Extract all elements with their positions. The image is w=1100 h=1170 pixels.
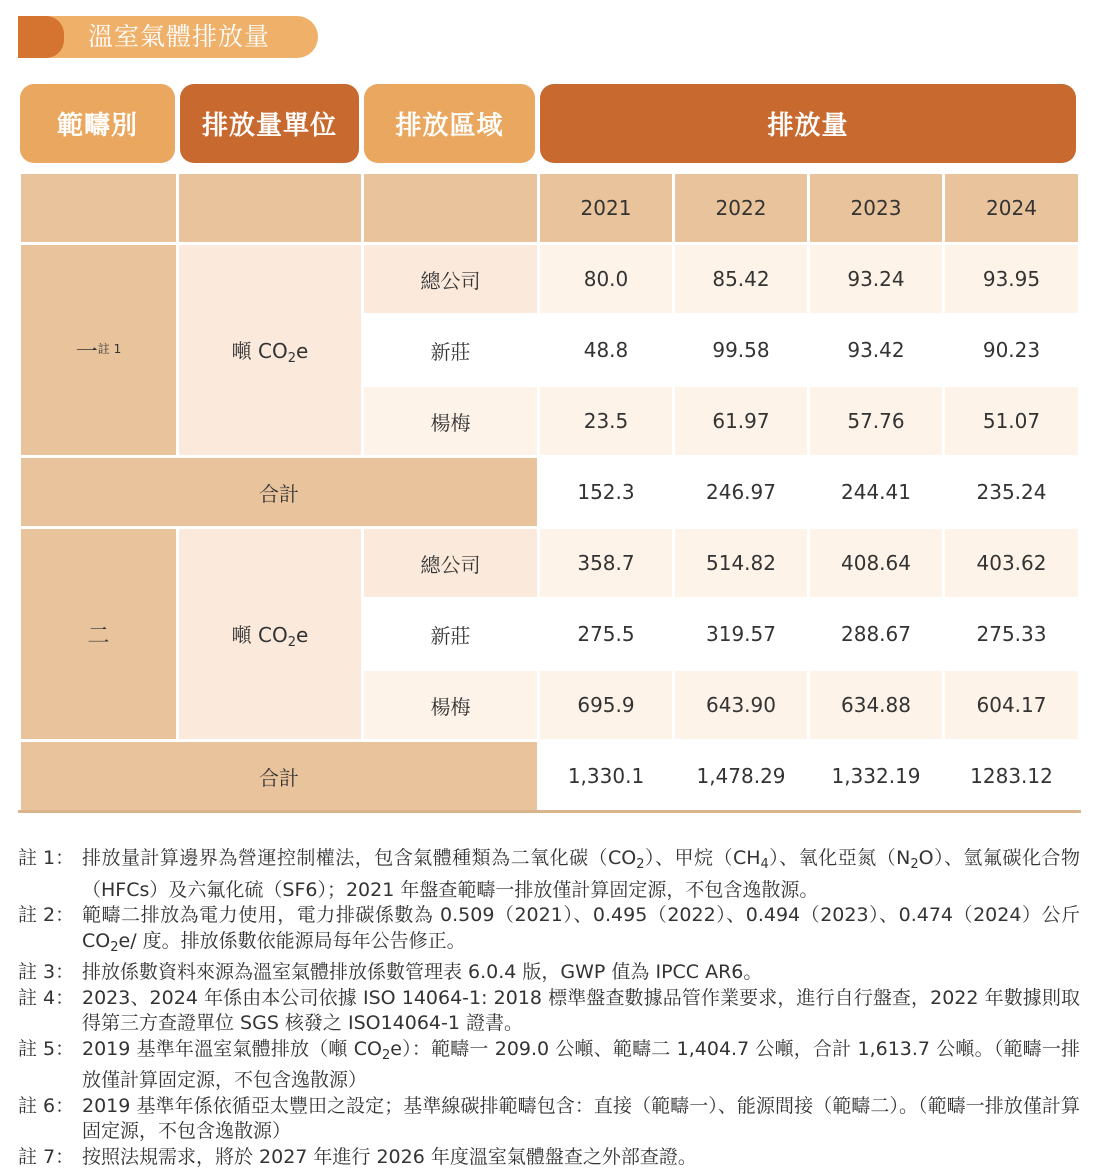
value-cell: 604.17 <box>944 670 1080 741</box>
unit-prefix: 噸 CO <box>232 339 288 363</box>
footnote-label: 註 1： <box>18 846 82 903</box>
scope1-unit <box>178 244 363 457</box>
total-value: 152.3 <box>539 457 674 528</box>
value-cell: 319.57 <box>674 599 809 670</box>
total-row <box>20 457 1080 528</box>
footnote-part: e/ 度。排放係數依能源局每年公告修正。 <box>119 930 466 952</box>
total-value: 1283.12 <box>944 741 1080 812</box>
footnote-text <box>82 903 1080 960</box>
emissions-table <box>18 171 1081 813</box>
unit-sub: 2 <box>288 635 296 650</box>
header-scope: 範疇別 <box>20 84 175 163</box>
value-cell: 275.5 <box>539 599 674 670</box>
footnote-text <box>82 986 1080 1037</box>
value-cell: 643.90 <box>674 670 809 741</box>
footnote-label: 註 5： <box>18 1037 82 1094</box>
unit-suffix: e <box>296 623 308 647</box>
value-cell: 403.62 <box>944 528 1080 599</box>
title-accent-bar <box>18 16 64 58</box>
total-value: 1,332.19 <box>809 741 944 812</box>
total-value: 1,330.1 <box>539 741 674 812</box>
footnote <box>18 846 1080 903</box>
value-cell: 48.8 <box>539 315 674 386</box>
value-cell: 93.24 <box>809 244 944 315</box>
value-cell: 51.07 <box>944 386 1080 457</box>
blank-header-cell <box>363 173 539 244</box>
scope2-unit <box>178 528 363 741</box>
footnote-sub: 2 <box>636 857 644 872</box>
footnote-label: 註 4： <box>18 986 82 1037</box>
footnote-text <box>82 846 1080 903</box>
unit-prefix: 噸 CO <box>232 623 288 647</box>
value-cell: 61.97 <box>674 386 809 457</box>
footnote-sub: 2 <box>382 1048 390 1063</box>
footnote-text <box>82 1145 1080 1170</box>
footnote <box>18 986 1080 1037</box>
area-cell: 新莊 <box>363 315 539 386</box>
value-cell: 275.33 <box>944 599 1080 670</box>
footnote-part: 2019 基準年係依循亞太豐田之設定；基準線碳排範疇包含：直接（範疇一）、能源間接（範疇二）。（範疇一排放僅計算固定源，不包含逸散源） <box>82 1095 1080 1143</box>
year-2022: 2022 <box>674 173 809 244</box>
footnote-text <box>82 960 1080 986</box>
value-cell: 93.95 <box>944 244 1080 315</box>
area-cell: 新莊 <box>363 599 539 670</box>
value-cell: 93.42 <box>809 315 944 386</box>
footnote <box>18 1094 1080 1145</box>
footnotes <box>18 846 1080 1170</box>
footnote-label: 註 3： <box>18 960 82 986</box>
scope1-label <box>20 244 178 457</box>
total-row <box>20 741 1080 812</box>
total-value: 244.41 <box>809 457 944 528</box>
value-cell: 23.5 <box>539 386 674 457</box>
footnote-part: ）、氧化亞氮（N <box>769 847 911 869</box>
area-cell: 總公司 <box>363 528 539 599</box>
footnote <box>18 1037 1080 1094</box>
value-cell: 90.23 <box>944 315 1080 386</box>
header-emissions: 排放量 <box>540 84 1076 163</box>
blank-header-cell <box>20 173 178 244</box>
table-row <box>20 244 1080 315</box>
footnote-sub: 2 <box>910 857 918 872</box>
year-2023: 2023 <box>809 173 944 244</box>
footnote-part: 2023、2024 年係由本公司依據 ISO 14064-1: 2018 標準盤查數據品管作業要求，進行自行盤查，2022 年數據則取得第三方查證單位 SGS 核發之 ISO14064-1 證書。 <box>82 987 1080 1035</box>
footnote-part: e）：範疇一 209.0 公噸、範疇二 1,404.7 公噸，合計 1,613.7 公噸。（範疇一排放僅計算固定源，不包含逸散源） <box>82 1038 1080 1092</box>
area-cell: 楊梅 <box>363 386 539 457</box>
year-header-row <box>20 173 1080 244</box>
footnote-sub: 2 <box>110 940 118 955</box>
area-cell: 總公司 <box>363 244 539 315</box>
header-area: 排放區域 <box>364 84 535 163</box>
total-value: 235.24 <box>944 457 1080 528</box>
footnote-part: 排放係數資料來源為溫室氣體排放係數管理表 6.0.4 版，GWP 值為 IPCC AR6。 <box>82 961 762 983</box>
footnote-label: 註 7： <box>18 1145 82 1170</box>
footnote-part: 按照法規需求，將於 2027 年進行 2026 年度溫室氣體盤查之外部查證。 <box>82 1146 697 1168</box>
footnote <box>18 960 1080 986</box>
area-cell: 楊梅 <box>363 670 539 741</box>
scope2-label: 二 <box>20 528 178 741</box>
total-value: 1,478.29 <box>674 741 809 812</box>
footnote-part: 2019 基準年溫室氣體排放（噸 CO <box>82 1038 382 1060</box>
scope1-note-mark: 註 1 <box>98 342 121 356</box>
unit-sub: 2 <box>288 351 296 366</box>
footnote-part: ）、甲烷（CH <box>645 847 761 869</box>
value-cell: 514.82 <box>674 528 809 599</box>
footnote <box>18 903 1080 960</box>
footnote <box>18 1145 1080 1170</box>
footnote-text <box>82 1094 1080 1145</box>
value-cell: 99.58 <box>674 315 809 386</box>
year-2021: 2021 <box>539 173 674 244</box>
footnote-part: O）、氫氟碳化合物（HFCs）及六氟化硫（SF6）；2021 年盤查範疇一排放僅計算固定源，不包含逸散源。 <box>82 847 1080 901</box>
unit-suffix: e <box>296 339 308 363</box>
value-cell: 634.88 <box>809 670 944 741</box>
section-title-banner <box>18 16 318 58</box>
total-value: 246.97 <box>674 457 809 528</box>
footnote-part: 排放量計算邊界為營運控制權法，包含氣體種類為二氧化碳（CO <box>82 847 636 869</box>
value-cell: 358.7 <box>539 528 674 599</box>
section-title: 溫室氣體排放量 <box>32 16 318 58</box>
header-unit: 排放量單位 <box>180 84 359 163</box>
table-row <box>20 528 1080 599</box>
footnote-part: 範疇二排放為電力使用，電力排碳係數為 0.509（2021）、0.495（2022）、0.494（2023）、0.474（2024）公斤 CO <box>82 904 1080 952</box>
value-cell: 695.9 <box>539 670 674 741</box>
scope1-label-text: 一 <box>76 340 98 365</box>
value-cell: 408.64 <box>809 528 944 599</box>
footnote-text <box>82 1037 1080 1094</box>
total-label: 合計 <box>20 457 539 528</box>
footnote-label: 註 2： <box>18 903 82 960</box>
footnote-label: 註 6： <box>18 1094 82 1145</box>
value-cell: 80.0 <box>539 244 674 315</box>
value-cell: 85.42 <box>674 244 809 315</box>
total-label: 合計 <box>20 741 539 812</box>
year-2024: 2024 <box>944 173 1080 244</box>
value-cell: 288.67 <box>809 599 944 670</box>
value-cell: 57.76 <box>809 386 944 457</box>
footnote-sub: 4 <box>761 857 769 872</box>
blank-header-cell <box>178 173 363 244</box>
